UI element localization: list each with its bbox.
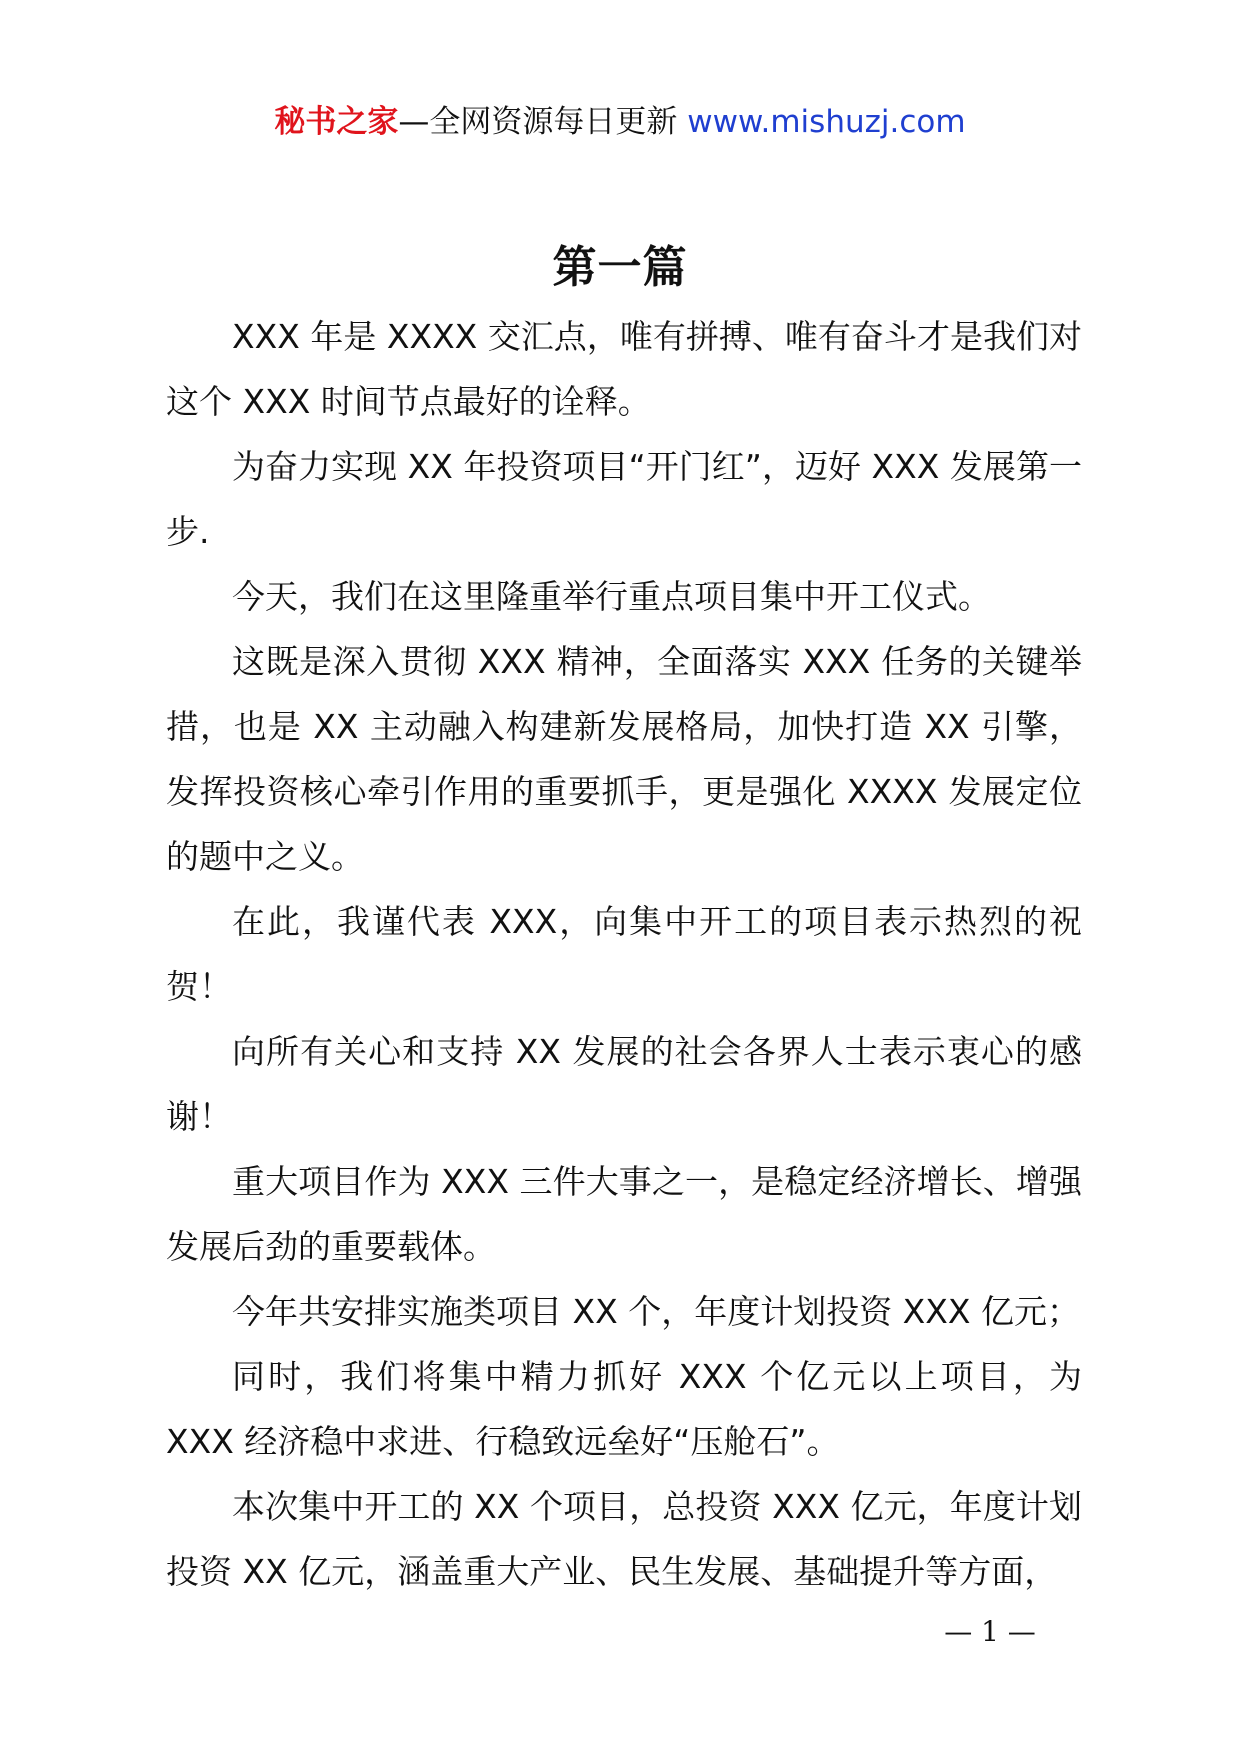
website-link[interactable]: www.mishuzj.com [687, 104, 966, 140]
document-body [166, 304, 1082, 1604]
page-number: — 1 — [944, 1615, 1036, 1648]
page-header [0, 100, 1240, 144]
paragraph: XXX 年是 XXXX 交汇点，唯有拼搏、唯有奋斗才是我们对这个 XXX 时间节点最好的诠释。 [166, 317, 1082, 421]
paragraph: 本次集中开工的 XX 个项目，总投资 XXX 亿元，年度计划投资 XX 亿元，涵盖重大产业、民生发展、基础提升等方面， [166, 1487, 1082, 1591]
paragraph: 为奋力实现 XX 年投资项目“开门红”，迈好 XXX 发展第一步. [166, 447, 1082, 551]
paragraph: 同时，我们将集中精力抓好 XXX 个亿元以上项目，为 XXX 经济稳中求进、行稳致远垒好“压舱石”。 [166, 1357, 1082, 1461]
paragraph: 重大项目作为 XXX 三件大事之一，是稳定经济增长、增强发展后劲的重要载体。 [166, 1162, 1082, 1266]
document-title: 第一篇 [552, 242, 688, 293]
header-slogan: —全网资源每日更新 [398, 104, 678, 140]
paragraph: 向所有关心和支持 XX 发展的社会各界人士表示衷心的感谢！ [166, 1032, 1082, 1136]
paragraph: 今天，我们在这里隆重举行重点项目集中开工仪式。 [232, 577, 991, 616]
paragraph: 在此，我谨代表 XXX，向集中开工的项目表示热烈的祝贺！ [166, 902, 1082, 1006]
paragraph: 这既是深入贯彻 XXX 精神，全面落实 XXX 任务的关键举措，也是 XX 主动融入构建新发展格局，加快打造 XX 引擎，发挥投资核心牵引作用的重要抓手，更是强化 XXXX 发展定位的题中之义。 [166, 642, 1082, 876]
brand-name: 秘书之家 [274, 104, 399, 140]
paragraph: 今年共安排实施类项目 XX 个，年度计划投资 XXX 亿元； [232, 1292, 1080, 1331]
